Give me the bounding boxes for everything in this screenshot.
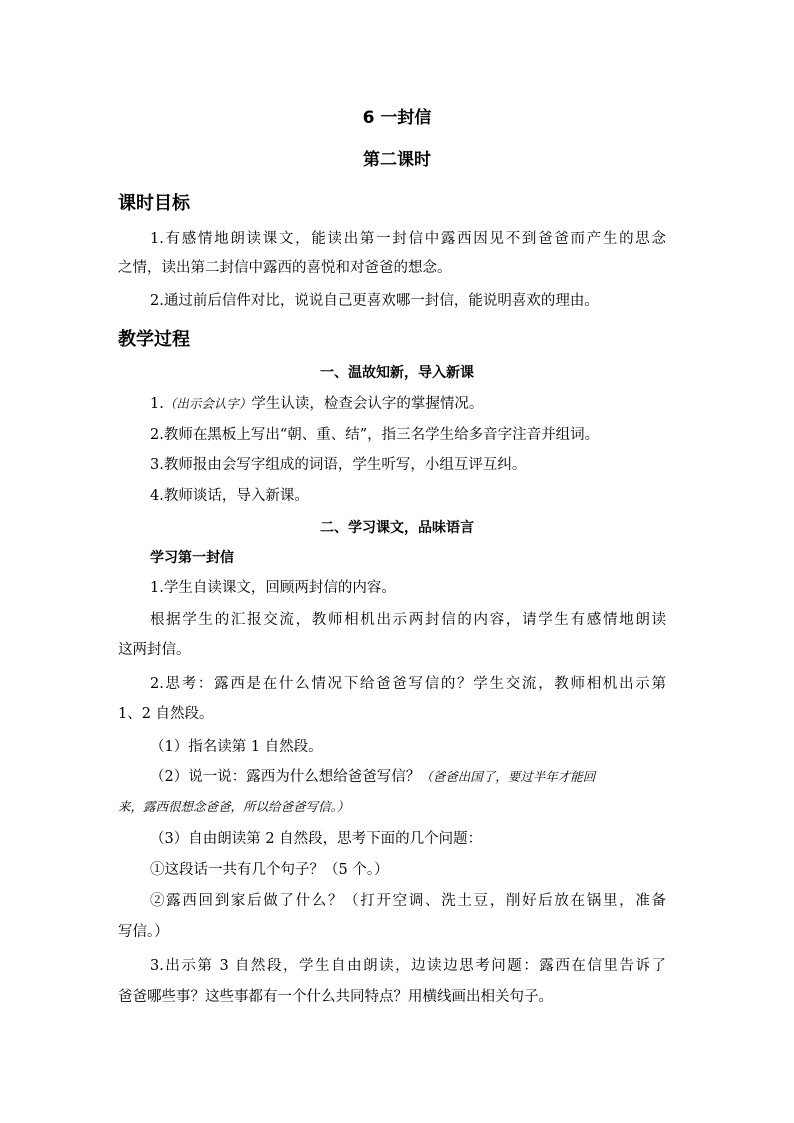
section-2-question-2-line-2: 写信。） — [118, 924, 169, 940]
lesson-title: 6 一封信 — [362, 108, 432, 128]
section-2-item-2 — [150, 767, 595, 787]
section-2-para-3-line-2: 1、2 自然段。 — [118, 706, 214, 722]
section-2-item-3: （3）自由朗读第 2 自然段，思考下面的几个问题： — [150, 831, 483, 847]
goal-1-line-1: 1.有感情地朗读课文，能读出第一封信中露西因见不到爸爸而产生的思念 — [150, 231, 666, 247]
section-2-subheading: 学习第一封信 — [150, 550, 234, 566]
item-1-handwritten-note: （出示会认字） — [163, 396, 252, 411]
section-2-para-1: 1.学生自读课文，回顾两封信的内容。 — [150, 580, 396, 596]
item-2-handwritten-answer-2: 来，露西很想念爸爸，所以给爸爸写信。） — [118, 799, 350, 814]
item-1-text: 学生认读，检查会认字的掌握情况。 — [251, 396, 484, 412]
lesson-subtitle: 第二课时 — [363, 150, 431, 170]
process-heading: 教学过程 — [118, 329, 190, 350]
item-2-handwritten-answer-1: （爸爸出国了，要过半年才能回 — [420, 769, 596, 784]
section-2-para-2-line-1: 根据学生的汇报交流，教师相机出示两封信的内容，请学生有感情地朗读 — [150, 612, 666, 628]
section-1-title: 一、温故知新，导入新课 — [320, 365, 474, 381]
section-1-item-3: 3.教师报由会写字组成的词语，学生听写，小组互评互纠。 — [150, 457, 527, 473]
section-2-item-1: （1）指名读第 1 自然段。 — [150, 739, 323, 755]
goal-1-line-2: 之情，读出第二封信中露西的喜悦和对爸爸的想念。 — [118, 260, 452, 276]
section-2-question-2-line-1: ②露西回到家后做了什么？（打开空调、洗土豆，削好后放在锅里，准备 — [150, 893, 666, 909]
section-2-para-3-line-1: 2.思考：露西是在什么情况下给爸爸写信的？学生交流，教师相机出示第 — [150, 676, 666, 692]
section-2-para-4-line-2: 爸爸哪些事？这些事都有一个什么共同特点？用横线画出相关句子。 — [118, 989, 553, 1005]
section-2-title: 二、学习课文，品味语言 — [320, 520, 474, 536]
section-1-item-2: 2.教师在黑板上写出“朝、重、结”，指三名学生给多音字注音并组词。 — [150, 427, 600, 443]
section-1-item-1 — [150, 394, 483, 414]
goal-2: 2.通过前后信件对比，说说自己更喜欢哪一封信，能说明喜欢的理由。 — [150, 293, 599, 309]
goals-heading: 课时目标 — [118, 193, 190, 214]
item-1-number: 1. — [150, 396, 164, 412]
section-2-para-4-line-1: 3.出示第 3 自然段，学生自由朗读，边读边思考问题：露西在信里告诉了 — [150, 958, 666, 974]
section-1-item-4: 4.教师谈话，导入新课。 — [150, 488, 309, 504]
item-2-question: （2）说一说：露西为什么想给爸爸写信？ — [150, 769, 421, 785]
section-2-para-2-line-2: 这两封信。 — [118, 642, 191, 658]
section-2-question-1: ①这段话一共有几个句子？（5 个。） — [150, 862, 389, 878]
